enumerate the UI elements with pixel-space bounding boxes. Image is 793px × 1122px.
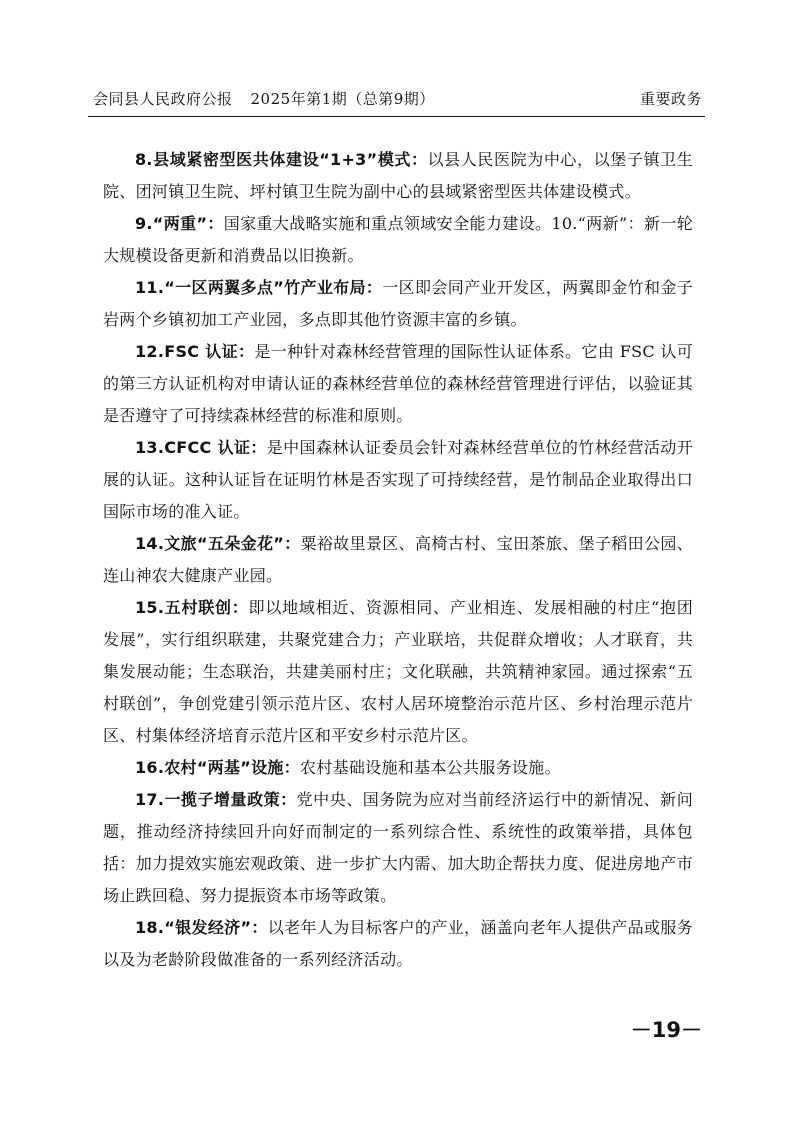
- publication-title: 会同县人民政府公报: [93, 90, 233, 108]
- glossary-entry-18: [103, 912, 693, 976]
- entry-text: 粟裕故里景区、高椅古村、宝田茶旅、堡子稻田公园、连山神农大健康产业园。: [103, 534, 693, 585]
- entry-term: 8.县域紧密型医共体建设“1+3”模式：: [135, 150, 428, 169]
- glossary-content: [103, 144, 693, 976]
- header-divider: [88, 116, 705, 117]
- section-label: 重要政务: [639, 90, 702, 108]
- entry-text: 以县人民医院为中心，以堡子镇卫生院、团河镇卫生院、坪村镇卫生院为副中心的县域紧密型医共体建设模式。: [103, 150, 693, 201]
- glossary-entry-9: [103, 208, 693, 272]
- glossary-entry-8: [103, 144, 693, 208]
- entry-text: 一区即会同产业开发区，两翼即金竹和金子岩两个乡镇初加工产业园，多点即其他竹资源丰富的乡镇。: [103, 278, 694, 329]
- entry-term: 16.农村“两基”设施：: [135, 758, 300, 777]
- entry-text: 以老年人为目标客户的产业，涵盖向老年人提供产品或服务以及为老龄阶段做准备的一系列经济活动。: [103, 918, 693, 969]
- entry-text: 是中国森林认证委员会针对森林经营单位的竹林经营活动开展的认证。这种认证旨在证明竹林是否实现了可持续经营，是竹制品企业取得出口国际市场的准入证。: [103, 438, 693, 521]
- entry-term: 18.“银发经济”：: [135, 918, 268, 937]
- glossary-entry-14: [103, 528, 693, 592]
- glossary-entry-16: [103, 752, 693, 784]
- page-header: [93, 88, 702, 114]
- entry-term: 17.一揽子增量政策：: [135, 790, 297, 809]
- glossary-entry-11: [103, 272, 693, 336]
- entry-term: 9.“两重”：: [135, 214, 224, 233]
- entry-term: 11.“一区两翼多点”竹产业布局：: [135, 278, 383, 297]
- entry-text: 是一种针对森林经营管理的国际性认证体系。它由 FSC 认可的第三方认证机构对申请认证的森林经营单位的森林经营管理进行评估，以验证其是否遵守了可持续森林经营的标准和原则。: [103, 342, 694, 425]
- entry-term: 13.CFCC 认证：: [135, 438, 267, 457]
- glossary-entry-12: [103, 336, 693, 432]
- entry-term: 12.FSC 认证：: [135, 342, 255, 361]
- glossary-entry-17: [103, 784, 693, 912]
- entry-text: 农村基础设施和基本公共服务设施。: [299, 758, 561, 777]
- entry-text: 党中央、国务院为应对当前经济运行中的新情况、新问题，推动经济持续回升向好而制定的一系列综合性、系统性的政策举措，具体包括：加力提效实施宏观政策、进一步扩大内需、加大助企帮扶力度、促进房地产市场止跌回稳、努力提振资本市场等政策。: [103, 790, 693, 905]
- glossary-entry-13: [103, 432, 693, 528]
- glossary-entry-15: [103, 592, 693, 752]
- entry-term: 15.五村联创：: [135, 598, 249, 617]
- page-number: －19－: [630, 1018, 702, 1042]
- entry-term: 14.文旅“五朵金花”：: [135, 534, 301, 553]
- entry-text: 国家重大战略实施和重点领域安全能力建设。10.“两新”：新一轮大规模设备更新和消费品以旧换新。: [103, 214, 694, 265]
- entry-text: 即以地域相近、资源相同、产业相连、发展相融的村庄“抱团发展”，实行组织联建，共聚党建合力；产业联培，共促群众增收；人才联育，共集发展动能；生态联治，共建美丽村庄；文化联融，共筑精神家园。通过探索“五村联创”，争创党建引领示范片区、农村人居环境整治示范片区、乡村治理示范片区、村集体经济培育示范片区和平安乡村示范片区。: [103, 598, 694, 745]
- issue-label: 2025年第1期（总第9期）: [250, 90, 435, 108]
- header-left: [93, 88, 435, 109]
